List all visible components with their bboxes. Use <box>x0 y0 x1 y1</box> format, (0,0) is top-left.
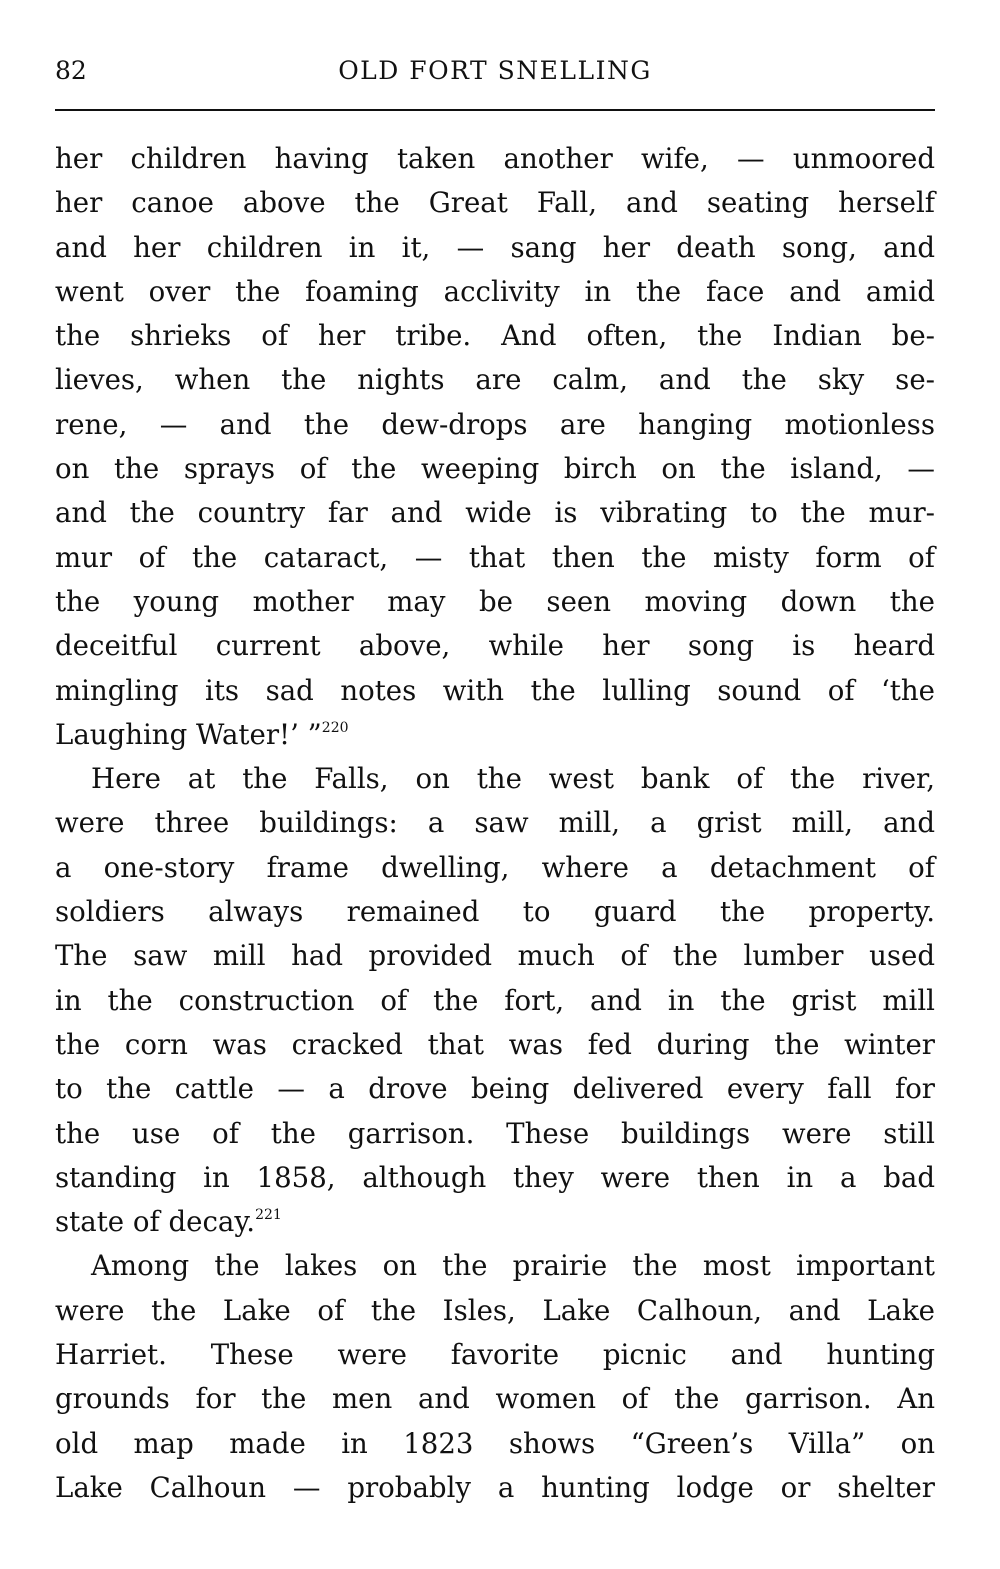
text-line: the young mother may be seen moving down the <box>55 584 935 618</box>
text-line-content: state of decay. <box>55 1205 256 1239</box>
text-line: her canoe above the Great Fall, and seating herself <box>55 186 935 220</box>
text-line: rene, — and the dew-drops are hanging motionless <box>55 407 935 441</box>
footnote-ref: 221 <box>255 1207 282 1224</box>
text-line: a one-story frame dwelling, where a detachment of <box>55 850 935 884</box>
text-line <box>55 1200 935 1244</box>
text-line: the shrieks of her tribe. And often, the Indian be- <box>55 319 935 353</box>
text-line: in the construction of the fort, and in the grist mill <box>55 983 935 1017</box>
text-line: mingling its sad notes with the lulling sound of ‘the <box>55 673 935 707</box>
page-number: 82 <box>55 56 87 85</box>
text-line: grounds for the men and women of the garrison. An <box>55 1382 935 1416</box>
text-line: deceitful current above, while her song is heard <box>55 629 935 663</box>
text-line: The saw mill had provided much of the lumber used <box>55 939 935 973</box>
running-title: OLD FORT SNELLING <box>338 56 652 85</box>
text-line: went over the foaming acclivity in the face and amid <box>55 274 935 308</box>
text-line: Lake Calhoun — probably a hunting lodge or shelter <box>55 1470 935 1504</box>
paragraph <box>55 757 935 1244</box>
text-line: Here at the Falls, on the west bank of the river, <box>91 762 935 796</box>
text-line: old map made in 1823 shows “Green’s Villa” on <box>55 1426 935 1460</box>
text-line: the use of the garrison. These buildings were still <box>55 1116 935 1150</box>
text-line: Among the lakes on the prairie the most important <box>91 1249 935 1283</box>
text-line: standing in 1858, although they were then in a bad <box>55 1160 935 1194</box>
paragraph <box>55 1244 935 1510</box>
text-line: mur of the cataract, — that then the misty form of <box>55 540 935 574</box>
text-line: to the cattle — a drove being delivered every fall for <box>55 1072 935 1106</box>
text-line: and the country far and wide is vibrating to the mur- <box>55 496 935 530</box>
footnote-ref: 220 <box>321 719 349 736</box>
header-rule <box>55 109 935 111</box>
page-header <box>55 56 935 96</box>
text-line: the corn was cracked that was fed during the winter <box>55 1027 935 1061</box>
text-line: were the Lake of the Isles, Lake Calhoun, and Lake <box>55 1293 935 1327</box>
paragraph <box>55 137 935 757</box>
text-line: her children having taken another wife, — unmoored <box>55 142 935 175</box>
text-line: Harriet. These were favorite picnic and hunting <box>55 1338 935 1372</box>
text-line: soldiers always remained to guard the property. <box>55 895 935 929</box>
text-line: on the sprays of the weeping birch on the island, — <box>55 452 935 486</box>
text-line <box>55 713 935 757</box>
text-line-content: Laughing Water!’ ” <box>55 717 322 751</box>
text-line: and her children in it, — sang her death song, and <box>55 230 935 264</box>
text-line: lieves, when the nights are calm, and the sky se- <box>55 363 935 397</box>
text-line: were three buildings: a saw mill, a grist mill, and <box>55 806 935 840</box>
body-text <box>55 137 935 1510</box>
